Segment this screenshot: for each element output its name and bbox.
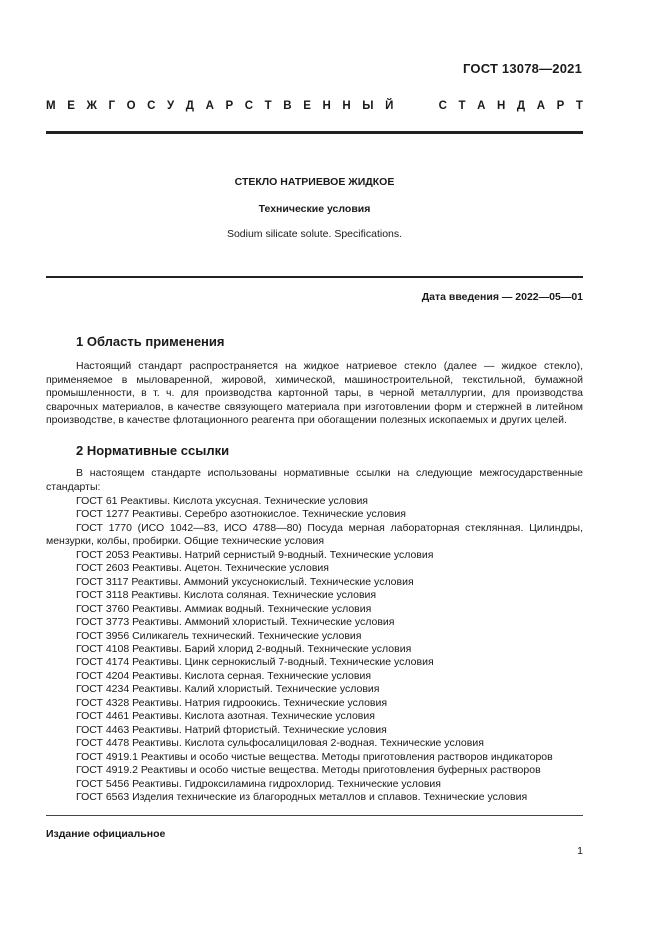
banner-letter: Н xyxy=(342,100,351,112)
reference-item: ГОСТ 4234 Реактивы. Калий хлористый. Технические условия xyxy=(76,683,380,696)
banner-letter: А xyxy=(477,100,486,112)
reference-item: ГОСТ 1770 (ИСО 1042—83, ИСО 4788—80) Посуда мерная лабораторная стеклянная. Цилиндры, мензурки, колбы, пробирки. Общие технические условия xyxy=(46,521,583,548)
document-title: СТЕКЛО НАТРИЕВОЕ ЖИДКОЕ xyxy=(234,176,395,188)
banner-letter: У xyxy=(167,100,175,112)
banner-letter: Т xyxy=(575,100,583,112)
reference-item: ГОСТ 6563 Изделия технические из благородных металлов и сплавов. Технические условия xyxy=(76,790,528,803)
banner-letter: Е xyxy=(67,100,75,112)
reference-item: ГОСТ 4328 Реактивы. Натрия гидроокись. Технические условия xyxy=(76,696,388,709)
banner-gap xyxy=(405,100,427,112)
banner-letter: Е xyxy=(303,100,311,112)
banner-letter: Ж xyxy=(86,100,97,112)
banner-letter: Р xyxy=(225,100,234,112)
banner-letter: Н xyxy=(322,100,331,112)
banner-letter: В xyxy=(283,100,292,112)
gost-number: ГОСТ 13078—2021 xyxy=(463,61,582,76)
reference-item: ГОСТ 3118 Реактивы. Кислота соляная. Технические условия xyxy=(76,589,377,602)
reference-item: ГОСТ 4204 Реактивы. Кислота серная. Технические условия xyxy=(76,669,372,682)
banner-letter: Й xyxy=(385,100,394,112)
banner-letter: С xyxy=(147,100,156,112)
reference-item: ГОСТ 1277 Реактивы. Серебро азотнокислое. Технические условия xyxy=(76,508,406,521)
reference-item: ГОСТ 4919.1 Реактивы и особо чистые вещества. Методы приготовления растворов индикаторов xyxy=(76,750,553,763)
banner-letter: Т xyxy=(458,100,466,112)
banner-letter: Ы xyxy=(362,100,374,112)
banner-letter: Д xyxy=(516,100,526,112)
footer-rule xyxy=(46,815,583,816)
title-rule xyxy=(46,276,583,278)
section-2-intro: В настоящем стандарте использованы нормативные ссылки на следующие межгосударственные стандарты: xyxy=(46,467,583,493)
reference-item: ГОСТ 5456 Реактивы. Гидроксиламина гидрохлорид. Технические условия xyxy=(76,777,441,790)
reference-item: ГОСТ 3760 Реактивы. Аммиак водный. Технические условия xyxy=(76,602,372,615)
reference-item: ГОСТ 4919.2 Реактивы и особо чистые вещества. Методы приготовления буферных растворов xyxy=(76,764,541,777)
normative-references-list xyxy=(46,495,583,804)
banner-letter: С xyxy=(244,100,254,112)
banner-letter: Р xyxy=(556,100,565,112)
banner-letter: Д xyxy=(185,100,194,112)
section-2-heading: 2 Нормативные ссылки xyxy=(76,443,230,458)
english-title: Sodium silicate solute. Specifications. xyxy=(226,228,403,240)
introduction-date: Дата введения — 2022—05—01 xyxy=(421,291,583,303)
section-1-text: Настоящий стандарт распространяется на жидкое натриевое стекло (далее — жидкое стекло), применяемое в мыловаренной, жировой, химической, машиностроительной, текстильной, бумажной промышленности, в т. ч. для производства картонной тары, в черной металлургии, для производства сварочных материалов, в качестве связующего материала при изготовлении форм и стержней в литейном производстве, в качестве флотационного реагента при обогащении полезных ископаемых и других целей. xyxy=(46,360,583,427)
reference-item: ГОСТ 4461 Реактивы. Кислота азотная. Технические условия xyxy=(76,710,375,723)
reference-item: ГОСТ 2603 Реактивы. Ацетон. Технические условия xyxy=(76,562,329,575)
reference-item: ГОСТ 4108 Реактивы. Барий хлорид 2-водный. Технические условия xyxy=(76,642,412,655)
official-edition-label: Издание официальное xyxy=(46,828,166,840)
banner-letter: Г xyxy=(108,100,115,112)
reference-item: ГОСТ 4174 Реактивы. Цинк сернокислый 7-водный. Технические условия xyxy=(76,656,434,669)
banner-letter: Н xyxy=(497,100,506,112)
reference-item: ГОСТ 4478 Реактивы. Кислота сульфосалициловая 2-водная. Технические условия xyxy=(76,737,484,750)
reference-item: ГОСТ 2053 Реактивы. Натрий сернистый 9-водный. Технические условия xyxy=(76,548,434,561)
section-1-heading: 1 Область применения xyxy=(76,334,225,349)
banner-letter: А xyxy=(536,100,546,112)
reference-item: ГОСТ 61 Реактивы. Кислота уксусная. Технические условия xyxy=(76,495,368,507)
header-rule xyxy=(46,131,583,134)
reference-item: ГОСТ 3956 Силикагель технический. Технические условия xyxy=(76,629,362,642)
page-number: 1 xyxy=(577,845,583,857)
reference-item: ГОСТ 4463 Реактивы. Натрий фтористый. Технические условия xyxy=(76,723,387,736)
banner-letter: Т xyxy=(264,100,272,112)
reference-item: ГОСТ 3117 Реактивы. Аммоний уксуснокислый. Технические условия xyxy=(76,575,414,588)
banner-letter: А xyxy=(205,100,214,112)
reference-item: ГОСТ 3773 Реактивы. Аммоний хлористый. Технические условия xyxy=(76,616,395,629)
banner-letter: С xyxy=(438,100,447,112)
document-subtitle: Технические условия xyxy=(258,203,371,215)
standard-banner xyxy=(46,100,583,112)
banner-letter: М xyxy=(46,100,56,112)
banner-letter: О xyxy=(126,100,136,112)
